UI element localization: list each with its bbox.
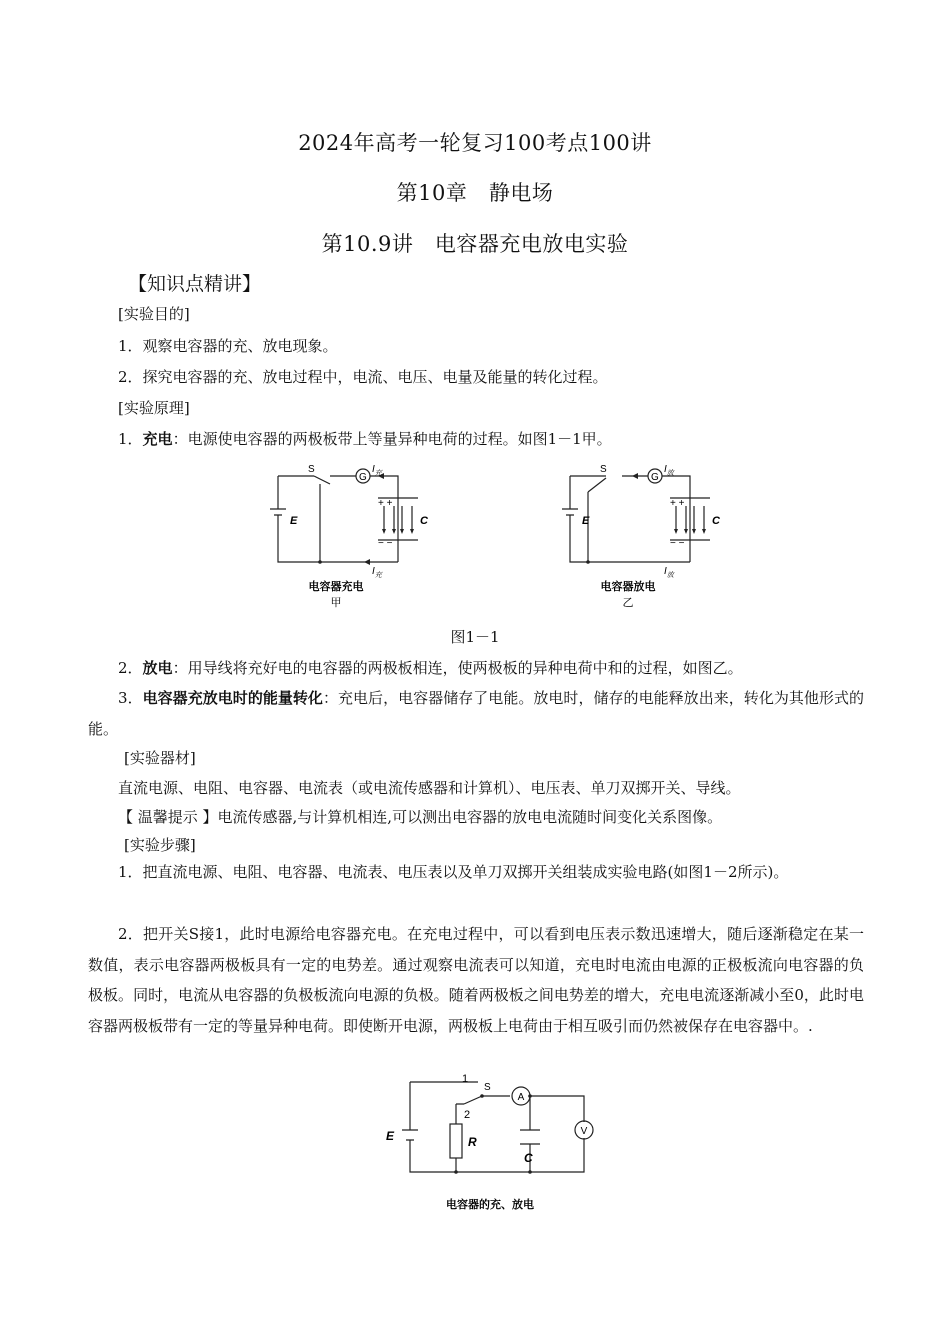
- purpose-heading: [实验目的]: [118, 305, 190, 323]
- fig2-capacitor-label: C: [524, 1151, 533, 1165]
- discharge-capacitor-label: C: [712, 515, 720, 527]
- charge-current-label: $I_充$: [372, 464, 382, 477]
- lecture-title: 第10.9讲 电容器充电放电实验: [321, 232, 629, 256]
- discharge-current-label-bottom: $I_放$: [664, 566, 674, 579]
- principle-item-2: 2．放电：用导线将充好电的电容器的两极板相连，使两极板的异种电荷中和的过程，如图乙。: [118, 659, 743, 677]
- figure-1-2: [380, 1068, 600, 1218]
- fig2-ammeter-label: A: [517, 1092, 525, 1103]
- charge-caption-letter: 甲: [330, 597, 342, 609]
- fig2-terminal-1: 1: [462, 1073, 469, 1085]
- principle-item-3: 3．电容器充放电时的能量转化：充电后，电容器储存了电能。放电时，储存的电能释放出来，转化为其他形式的能。: [88, 689, 864, 738]
- discharge-plus-signs: + +: [670, 498, 685, 509]
- fig2-switch-label: S: [484, 1082, 491, 1093]
- fig2-emf-label: E: [386, 1129, 395, 1143]
- discharging-circuit: [562, 464, 720, 609]
- equipment-heading: [实验器材]: [124, 749, 196, 767]
- charge-minus-signs: − −: [378, 538, 393, 549]
- discharge-minus-signs: − −: [670, 538, 685, 549]
- charge-plus-signs: + +: [378, 498, 393, 509]
- equipment-list: 直流电源、电阻、电容器、电流表（或电流传感器和计算机）、电压表、单刀双掷开关、导线。: [118, 779, 741, 797]
- document-title: 2024年高考一轮复习100考点100讲: [298, 131, 652, 155]
- figure-1-1-caption: 图1－1: [450, 628, 500, 646]
- charge-emf-label: E: [290, 515, 298, 527]
- chapter-title: 第10章 静电场: [396, 181, 554, 205]
- charge-caption: 电容器充电: [308, 581, 364, 593]
- equipment-tip: 【 温馨提示 】电流传感器,与计算机相连,可以测出电容器的放电电流随时间变化关系图像。: [118, 808, 723, 826]
- charge-galvanometer-label: G: [359, 472, 367, 483]
- charge-capacitor-label: C: [420, 515, 428, 527]
- principle-heading: [实验原理]: [118, 399, 190, 417]
- principle-item-1: 1．充电：电源使电容器的两极板带上等量异种电荷的过程。如图1－1甲。: [118, 430, 612, 448]
- charge-current-label-bottom: $I_充$: [372, 566, 382, 579]
- fig2-terminal-2: 2: [464, 1109, 471, 1121]
- discharge-caption: 电容器放电: [600, 581, 656, 593]
- discharge-galvanometer-label: G: [651, 472, 659, 483]
- step-1: 1．把直流电源、电阻、电容器、电流表、电压表以及单刀双掷开关组装成实验电路(如图1－2所示)。: [118, 863, 789, 881]
- discharge-current-label: $I_放$: [664, 464, 674, 477]
- purpose-item-2: 2．探究电容器的充、放电过程中，电流、电压、电量及能量的转化过程。: [118, 368, 608, 386]
- figure-1-1: [260, 462, 720, 622]
- purpose-item-1: 1．观察电容器的充、放电现象。: [118, 337, 338, 355]
- steps-heading: [实验步骤]: [124, 836, 196, 854]
- section-heading: 【知识点精讲】: [128, 273, 262, 295]
- fig2-voltmeter-label: V: [580, 1126, 588, 1137]
- fig2-caption: 电容器的充、放电: [446, 1199, 534, 1211]
- fig2-resistor-label: R: [468, 1135, 477, 1149]
- charge-switch-label: S: [308, 464, 315, 475]
- discharge-emf-label: E: [582, 515, 590, 527]
- discharge-caption-letter: 乙: [622, 597, 634, 609]
- discharge-switch-label: S: [600, 464, 607, 475]
- step-2: 2．把开关S接1，此时电源给电容器充电。在充电过程中，可以看到电压表示数迅速增大，随后逐渐稳定在某一数值，表示电容器两极板具有一定的电势差。通过观察电流表可以知道，充电时电流由电源的正极板流向电容器的负极板。同时，电流从电容器的负极板流向电源的负极。随着两极板之间电势差的增大，充电电流逐渐减小至0，此时电容器两极板带有一定的等量异种电荷。即使断开电源，两极板上电荷由于相互吸引而仍然被保存在电容器中。.: [88, 925, 864, 1035]
